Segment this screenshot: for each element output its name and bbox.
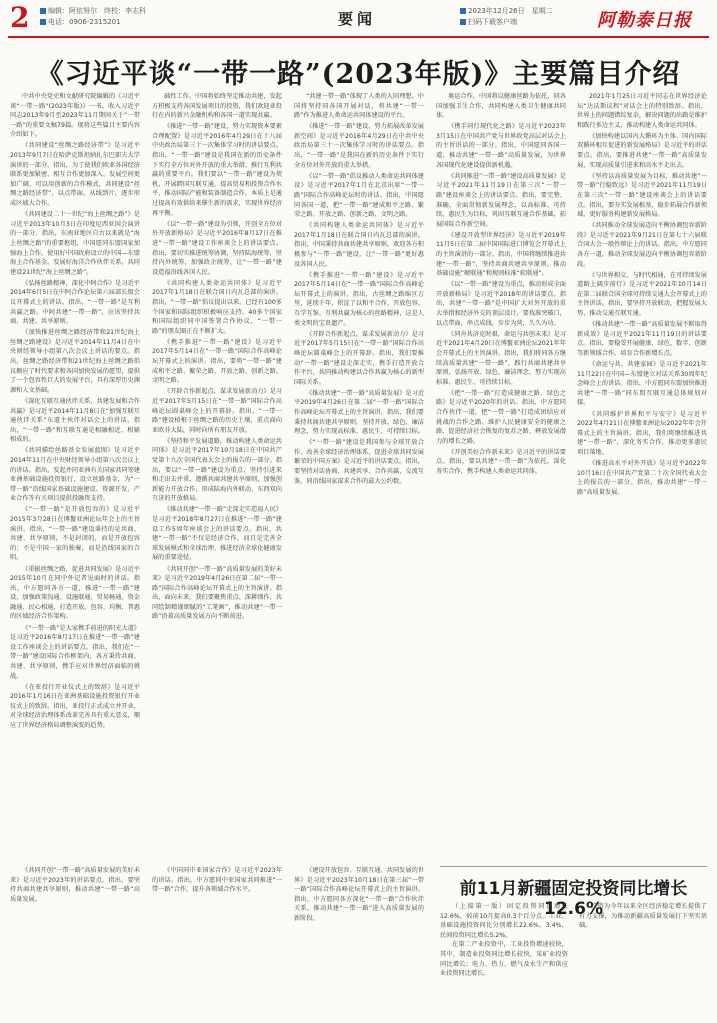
article-paragraph: 《同舟共济克时艰，命运与共创未来》是习近平2021年4月20日在博鳌亚洲论坛2021年年会开幕式上的主旨演讲。指出，我们将同各方继续高质量共建“一带一路”，践行共商共建共享原则，弘扬开放、绿色、廉洁理念，努力实现高标准、惠民生、可持续目标。 — [436, 330, 566, 386]
article-column-5 — [577, 92, 707, 862]
article-paragraph: 《建设开放型世界经济》是习近平2019年11月5日在第二届中国国际进口博览会开幕式上的主旨演讲的一部分。指出，中国将继续推进共建“一带一路”，坚持共商共建共享原则，推动基础设施“硬联通”和规则标准“软联通”。 — [436, 231, 566, 278]
article-paragraph: 《共同维护世界和平与安宁》是习近平2022年4月21日在博鳌亚洲论坛2022年年会开幕式上的主旨演讲。指出，我们将继续推进共建“一带一路”，深化务实合作，推动更多惠民项目落地。 — [577, 410, 707, 456]
article-paragraph: 《开辟合作新起点，谋求发展新动力》是习近平2017年5月15日在“一带一路”国际合作高峰论坛圆桌峰会上的开幕辞。指出，“一带一路”建设植根于丝绸之路的历史土壤，重点面向亚欧非大陆，同时向所有朋友开放。 — [152, 388, 282, 434]
page-number: 2 — [10, 1, 30, 34]
header-rule — [8, 36, 709, 38]
article-paragraph: 中共中央党史和文献研究院编辑的《习近平谈“一带一路”(2023年版)》一书，收入习近平同志2013年9月至2023年11月期间关于“一带一路”的重要文稿79篇。现将这些篇目主要内容介绍如下。 — [10, 93, 140, 139]
article-paragraph: 《开创美好合作新未来》是习近平的讲话要点。指出，要以共建“一带一路”为依托，深化务实合作，携手构建人类命运共同体。 — [436, 448, 566, 476]
article-paragraph: 《携手同行现代化之路》是习近平2023年3月15日在中国共产党与世界政党高层对话会上的主旨讲话的一部分。指出，中国愿同各国一道，推动共建“一带一路”高质量发展，为世界各国现代化建设提供新机遇。 — [436, 123, 566, 169]
article-paragraph: 《开辟合作新起点，谋求发展新动力》是习近平2017年5月15日在“一带一路”国际合作高峰论坛圆桌峰会上的开幕辞。指出，我们要推动“一带一路”建设走深走实，携手打造开放合作平台，共同推动构建以合作共赢为核心的新型国际关系。 — [294, 330, 424, 386]
story-headline: 前11月新疆固定投资同比增长12.6% — [459, 879, 688, 919]
article-paragraph: 《共同构建人类命运共同体》是习近平2017年1月18日在联合国日内瓦总部的演讲。指出，中国秉持共商共建共享原则，欢迎各方积极参与“一带一路”建设，让“一带一路”更好惠及各国人民。 — [294, 222, 424, 268]
story-column-1 — [440, 902, 568, 1014]
article-paragraph: 《坚持和平发展道路，推动构建人类命运共同体》是习近平2017年10月18日在中国共产党第十九次全国代表大会上的报告的一部分。指出，要以“一带一路”建设为重点，坚持引进来和走出去并重，遵循共商共建共享原则，加强创新能力开放合作，形成陆海内外联动、东西双向互济的开放格局。 — [152, 437, 282, 503]
article-paragraph: 《推进高水平对外开放》是习近平2022年10月16日在中国共产党第二十次全国代表大会上的报告的一部分。指出，推动共建“一带一路”高质量发展。 — [577, 459, 707, 496]
story-column-2 — [579, 902, 707, 1014]
article-body — [10, 92, 707, 862]
article-paragraph: 《弘扬丝路精神，深化中阿合作》是习近平2014年6月5日在中阿合作论坛第六届部长级会议开幕式上的讲话。指出，“一带一路”是互利共赢之路。中阿共建“一带一路”，应该坚持共商、共建、共享原则。 — [10, 279, 140, 326]
article-paragraph: 《推动共建“一带一路”高质量发展》是习近平2019年4月26日在第二届“一带一路”国际合作高峰论坛开幕式上的主旨演讲。指出，我们要秉持共商共建共享原则，坚持开放、绿色、廉洁理念，努力实现高标准、惠民生、可持续目标。 — [294, 389, 424, 436]
article-column-4 — [436, 92, 566, 862]
continuation-column-2 — [152, 866, 282, 1016]
square-icon — [460, 8, 466, 14]
article-paragraph: 《重振丝绸之路，促进共同发展》是习近平2015年10月在同中外记者见面时的讲话。指出，中方愿同各方一道，推进“一带一路”建设，加强政策沟通、设施联通、贸易畅通、资金融通、民心相通，打造开放、包容、均衡、普惠的区域经济合作架构。 — [10, 565, 140, 621]
article-column-2 — [152, 92, 282, 862]
article-paragraph: 《把“一带一路”打造成健康之路、绿色之路》是习近平2020年的讲话。指出，中方愿同合作伙伴一道，把“一带一路”打造成团结应对挑战的合作之路、维护人民健康安全的健康之路、促进经济社会恢复的复苏之路、释放发展潜力的增长之路。 — [436, 389, 566, 445]
article-paragraph: 《推进“一带一路”建设，努力拓展改革发展新空间》是习近平2016年4月29日在中共中央政治局第三十一次集体学习时的讲话要点。指出，“一带一路”是我国在新的历史条件下实行全方位对外开放的重大举措。 — [294, 123, 424, 169]
article-paragraph: 《与世界相交，与时代相通，在可持续发展道路上阔步前行》是习近平2021年10月14日在第二届联合国全球可持续交通大会开幕式上的主旨讲话。指出，要坚持开放联动，把握发展大势，推动交通互联互通。 — [577, 271, 707, 318]
article-paragraph: 《中国同中亚国家合作》是习近平2023年的讲话。指出，中方愿同中亚国家共同推进“一带一路”合作，提升各领域合作水平。 — [152, 867, 282, 894]
square-icon — [40, 8, 46, 14]
article-paragraph: 《共同推动全球发展迈向平衡协调包容新阶段》是习近平2021年9月21日在第七十六届联合国大会一般性辩论上的讲话。指出，中方愿同各方一道，推动全球发展迈向平衡协调包容新阶段。 — [577, 222, 707, 268]
article-paragraph: 《“一带一路”建设是我国参与全球开放合作、改善全球经济治理体系、促进全球共同发展繁荣的中国方案》是习近平的讲话要点。指出，要坚持对话协商、共建共享、合作共赢、交流互鉴，同沿线国家谋求合作的最大公约数。 — [294, 439, 424, 485]
article-paragraph: 《携手推进“一带一路”建设》是习近平2017年5月14日在“一带一路”国际合作高峰论坛开幕式上的演讲。指出，古丝绸之路绵亘万里，延续千年，积淀了以和平合作、开放包容、互学互鉴、互利共赢为核心的丝路精神，这是人类文明的宝贵遗产。 — [294, 271, 424, 327]
investment-story — [440, 866, 707, 1016]
article-paragraph: 《共同开创“一带一路”高质量发展的美好未来》是习近平2019年4月26日在第二届“一带一路”国际合作高峰论坛开幕式上的主旨演讲。指出，面向未来，我们要聚焦重点、深耕细作，共同绘制精谨细腻的“工笔画”，推动共建“一带一路”沿着高质量发展方向不断前进。 — [152, 565, 282, 621]
continuation-column-1 — [10, 866, 140, 1016]
article-continuation — [10, 866, 430, 1016]
editor-info — [40, 6, 150, 28]
story-paragraph: 在第二产业投资中，工业投资增速较快，其中，制造业投资同比增长较快，采矿业投资同比增长；电力、热力、燃气及水生产和供应业投资同比增长。 — [440, 941, 568, 978]
download-line[interactable]: 扫码下载客户端 — [468, 18, 517, 26]
masthead — [0, 0, 717, 40]
article-paragraph: 《共同推进“一带一路”建设高质量发展》是习近平2021年11月19日在第三次“一带一路”建设座谈会上的讲话要点。指出，要完整、准确、全面贯彻新发展理念，以高标准、可持续、惠民生为目标，巩固互联互通合作基础，拓展国际合作新空间。 — [436, 172, 566, 228]
article-paragraph: “共建一带一路”体现了人类的大同理想。中国将坚持同各国开展对话，将共建“一带一路”作为推进人类命运共同体建设的平台。 — [294, 93, 424, 120]
newspaper-logo: 阿勒泰日报 — [597, 10, 692, 31]
article-paragraph: 《建设开放包容、互联互通、共同发展的世界》是习近平2023年10月18日在第三届“一带一路”国际合作高峰论坛开幕式上的主旨演讲。指出，中方愿同各方深化“一带一路”合作伙伴关系，推动共建“一带一路”进入高质量发展的新阶段。 — [294, 867, 424, 922]
article-paragraph: 2021年1月25日习近平同志在世界经济论坛“达沃斯议程”对话会上的特别致辞。指出，世界上的问题错综复杂，解决问题的出路是维护和践行多边主义，推动构建人类命运共同体。 — [577, 93, 707, 129]
story-paragraph: 投资为今年以来全区经济稳定增长提供了有力支撑，为推动新疆高质量发展打下坚实基础。 — [579, 903, 707, 930]
continuation-column-3 — [294, 866, 424, 1016]
phone-line: 电话：0906-2315201 — [48, 18, 121, 26]
date-line: 2023年12月26日 星期二 — [468, 7, 553, 15]
article-paragraph: 《坚持以高质量发展为目标，推动共建“一带一路”行稳致远》是习近平2021年11月19日在第三次“一带一路”建设座谈会上的讲话要点。指出，要夯实发展根基，稳步拓展合作新领域，更好服务构建新发展格局。 — [577, 172, 707, 219]
square-icon — [460, 19, 466, 25]
article-paragraph: 《共同构建人类命运共同体》是习近平2017年1月18日在联合国日内瓦总部的演讲。指出，“一带一路”倡议提出以来，已经有100多个国家和国际组织积极响应支持，40多个国家和国际组织同中国签署合作协议，“一带一路”的朋友圈正在不断扩大。 — [152, 279, 282, 335]
article-paragraph: 《以“一带一路”倡议推动人类命运共同体建设》是习近平2017年1月在北京出席“一带一路”国际合作高峰论坛时的讲话。指出，中国愿同各国一道，把“一带一路”建成和平之路、繁荣之路、开放之路、创新之路、文明之路。 — [294, 172, 424, 219]
article-paragraph: 《共同建设“丝绸之路经济带”》是习近平2013年9月7日在哈萨克斯坦纳扎尔巴耶夫大学演讲的一部分。指出，为了使我们欧亚各国经济联系更加紧密、相互合作更加深入、发展空间更加广阔，可以用创新的合作模式，共同建设“丝绸之路经济带”，以点带面，从线到片，逐步形成区域大合作。 — [10, 142, 140, 208]
article-paragraph: 《共同描绘丝路基金发展蓝图》是习近平2014年11月在中央财经领导小组第八次会议上的讲话。指出，发起并同亚洲有关国家共同筹建亚洲基础设施投资银行，设立丝路基金，为“一带一路”沿线国家基础设施建设、资源开发、产业合作等有关项目提供投融资支持。 — [10, 447, 140, 503]
editor-line: 编辑：阿依努尔 终校：李志科 — [48, 7, 146, 15]
article-paragraph: 《推动共建“一带一路”走深走实造福人民》是习近平2018年8月27日在推进“一带一路”建设工作5周年座谈会上的讲话要点。指出，共建“一带一路”不仅是经济合作，而且是完善全球发展模式和全球治理、推进经济全球化健康发展的重要途径。 — [152, 506, 282, 562]
article-paragraph: 《携手推进“一带一路”建设》是习近平2017年5月14日在“一带一路”国际合作高峰论坛开幕式上的演讲。指出，要将“一带一路”建成和平之路、繁荣之路、开放之路、创新之路、文明之路。 — [152, 338, 282, 385]
article-paragraph: 《共同建设二十一世纪“海上丝绸之路”》是习近平2013年10月3日在印度尼西亚国会演讲的一部分。指出，东南亚地区自古以来就是“海上丝绸之路”的重要枢纽，中国愿同东盟国家加强海上合作，使用好中国政府设立的中国—东盟海上合作基金，发展好海洋合作伙伴关系，共同建设21世纪“海上丝绸之路”。 — [10, 211, 140, 276]
article-paragraph: 《在亚投行开业仪式上的致辞》是习近平2016年1月16日在亚洲基础设施投资银行开业仪式上的致辞。指出，亚投行正式成立并开业，对全球经济治理体系改革完善具有重大意义，顺应了世界经济格局调整演变的趋势。 — [10, 683, 140, 729]
date-info — [460, 6, 590, 28]
article-paragraph: 《以“一带一路”建设为引领，开创全方位对外开放新格局》是习近平2016年8月17日在推进“一带一路”建设工作座谈会上的讲话要点。指出，要切实推进统筹协调，坚持陆海统筹，坚持内外统筹，加强政企统筹，让“一带一路”建设造福沿线各国人民。 — [152, 220, 282, 276]
story-paragraph: （上接第一版）固定投资同比增长12.6%，较前10月提高0.3个百分点。工业、基础设施投资同比分别增长22.6%、3.4%，民间投资同比增长5.2%。 — [440, 903, 568, 939]
article-paragraph: 《推进“一带一路”建设，努力实现资本要素合理配置》是习近平2016年4月29日在十八届中央政治局第三十一次集体学习时的讲话要点。指出，“一带一路”建设是我国在新的历史条件下实行全方位对外开放的重大举措、推行互利共赢的重要平台。我们要以“一带一路”建设为契机，开展跨国互联互通，提高贸易和投资合作水平，推动国际产能和装备制造合作，本质上是通过提高有效供给来催生新的需求，实现世界经济再平衡。 — [152, 123, 282, 217]
story-body — [440, 902, 707, 1014]
section-title: 要闻 — [337, 10, 376, 28]
article-paragraph: 《加快推进丝绸之路经济带和21世纪海上丝绸之路建设》是习近平2014年11月4日在中央财经领导小组第八次会议上讲话的要点。指出，丝绸之路经济带和21世纪海上丝绸之路倡议顺应了时代要求和各国加快发展的愿望，提供了一个包容性巨大的发展平台，具有深厚历史渊源和人文基础。 — [10, 329, 140, 394]
article-column-1 — [10, 92, 140, 862]
story-divider — [440, 866, 707, 867]
square-icon — [40, 19, 46, 25]
article-paragraph: 《加快构建以国内大循环为主体、国内国际双循环相互促进的新发展格局》是习近平的讲话要点。指出，要推进共建“一带一路”高质量发展，实现高质量引进来和高水平走出去。 — [577, 132, 707, 169]
article-paragraph: 奥运合作，中国将以健康丝路为依托，同各国加强卫生合作，共同构建人类卫生健康共同体。 — [436, 93, 566, 120]
main-headline: 《习近平谈“一带一路”(2023年版)》主要篇目介绍 — [36, 59, 681, 90]
article-paragraph: 《共同开创“一带一路”高质量发展的美好未来》是习近平2023年的讲话要点。指出，要坚持共商共建共享原则，推动共建“一带一路”高质量发展。 — [10, 867, 140, 903]
article-paragraph: 《“一带一路”是开放包容的》是习近平2015年3月28日在博鳌亚洲论坛年会上的主旨演讲。指出，“一带一路”建设秉持的是共商、共建、共享原则，不是封闭的，而是开放包容的；不是中国一家的独奏，而是沿线国家的合唱。 — [10, 506, 140, 562]
article-paragraph: 《深化互联互通伙伴关系，共建发展和合作共赢》是习近平2014年11月8日在“加强互联互通伙伴关系”东道主伙伴对话会上的讲话。指出，“一带一路”和互联互通是相融相近、相辅相成的。 — [10, 397, 140, 444]
article-paragraph: 《“一带一路”是大家携手前进的阳光大道》是习近平2016年8月17日在推进“一带一路”建设工作座谈会上的讲话要点。指出，我们在“一带一路”建设国际合作框架内，各方秉持共商、共建、共享原则，携手应对世界经济面临的挑战。 — [10, 624, 140, 680]
article-paragraph: 《以“一带一路”建设为重点，推动形成全面开放新格局》是习近平2018年的讲话要点。指出，共建“一带一路”是中国扩大对外开放的重大举措和经济外交的顶层设计，要找准突破口，以点带面，串点成线，步步为营，久久为功。 — [436, 281, 566, 327]
article-paragraph: 《推动共建“一带一路”高质量发展不断取得新成效》是习近平2021年11月19日的讲话要点。指出，要稳妥开展健康、绿色、数字、创新等新领域合作，培育合作新增长点。 — [577, 321, 707, 357]
article-paragraph: 《命运与共，共建家园》是习近平2021年11月22日在中国—东盟建立对话关系30周年纪念峰会上的讲话。指出，中方愿同东盟加快推进共建“一带一路”同东盟互联互通总体规划对接。 — [577, 361, 707, 407]
article-column-3 — [294, 92, 424, 862]
article-paragraph: 础性工作。中国将始终坚定推动共建，发起方积极支持各国发展项目的投资，我们欢迎亚投行在内的新兴金融机构和各国一道实现共赢。 — [152, 93, 282, 120]
